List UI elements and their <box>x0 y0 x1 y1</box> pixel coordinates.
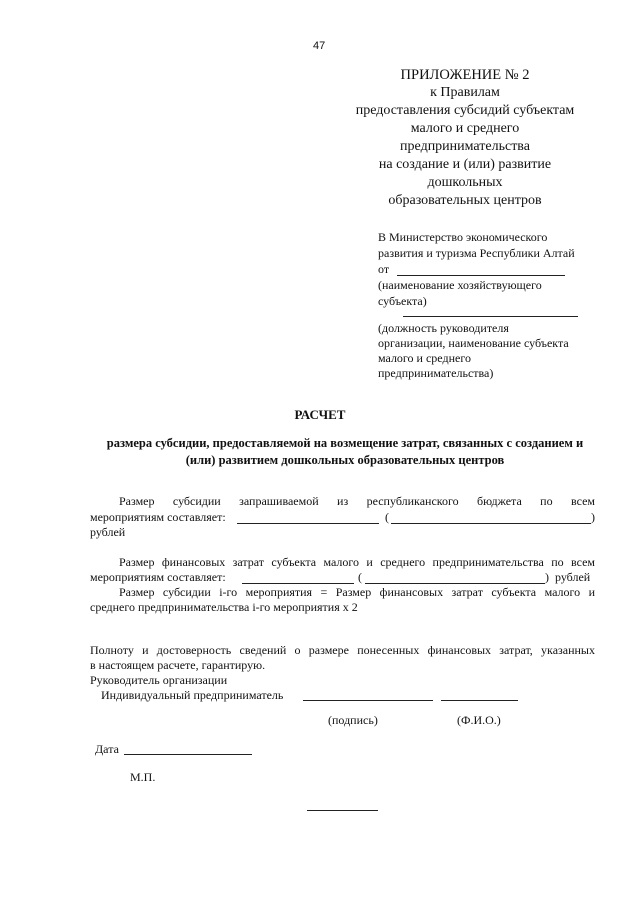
position-hint: малого и среднего <box>378 351 471 365</box>
from-hint: субъекта) <box>378 294 427 308</box>
from-field-line <box>397 275 565 276</box>
paragraph-text: Размер субсидии запрашиваемой из республиканского бюджета по всем <box>119 494 595 508</box>
addressee-from-label: от <box>378 262 390 276</box>
appendix-line: к Правилам <box>430 85 500 100</box>
position-hint: организации, наименование субъекта <box>378 336 569 350</box>
end-divider <box>307 810 378 811</box>
stamp-label: М.П. <box>130 770 156 784</box>
appendix-line: малого и среднего <box>410 121 520 136</box>
appendix-line: на создание и (или) развитие <box>378 157 552 172</box>
date-label: Дата <box>95 742 119 756</box>
signature-head-label: Руководитель организации <box>90 673 228 687</box>
fio-hint: (Ф.И.О.) <box>457 713 501 727</box>
date-field-line <box>124 754 252 755</box>
amount-words-field-line <box>391 523 591 524</box>
position-hint: предпринимательства) <box>378 366 494 380</box>
position-hint: (должность руководителя <box>378 321 509 335</box>
paragraph-text: рублей <box>555 570 591 584</box>
page-number: 47 <box>313 40 326 52</box>
paragraph-text: мероприятиям составляет: <box>90 510 226 524</box>
amount-words-field-line <box>365 583 545 584</box>
paren-open: ( <box>358 570 362 584</box>
signature-field-line <box>303 700 433 701</box>
paragraph-text: рублей <box>90 525 126 539</box>
from-hint: (наименование хозяйствующего <box>378 278 542 292</box>
paragraph-text: Размер финансовых затрат субъекта малого и среднего предпринимательства по всем <box>119 555 595 569</box>
paragraph-text: среднего предпринимательства i-го мероприятия х 2 <box>90 600 358 614</box>
paragraph-text: мероприятиям составляет: <box>90 570 226 584</box>
document-subtitle: (или) развитием дошкольных образовательных центров <box>185 453 505 467</box>
appendix-line: предпринимательства <box>400 139 530 154</box>
paren-close: ) <box>591 510 595 524</box>
appendix-line: предоставления субсидий субъектам <box>355 103 575 118</box>
amount-field-line <box>237 523 379 524</box>
paren-close: ) <box>545 570 549 584</box>
appendix-line: образовательных центров <box>388 193 542 208</box>
signature-ip-label: Индивидуальный предприниматель <box>101 688 284 702</box>
appendix-line: дошкольных <box>427 175 503 190</box>
paragraph-text: в настоящем расчете, гарантирую. <box>90 658 266 672</box>
paragraph-text: Размер субсидии i-го мероприятия = Размер финансовых затрат субъекта малого и <box>119 585 595 599</box>
addressee-line: В Министерство экономического <box>378 230 548 244</box>
signature-hint: (подпись) <box>328 713 378 727</box>
fio-field-line <box>441 700 518 701</box>
document-subtitle: размера субсидии, предоставляемой на возмещение затрат, связанных с созданием и <box>106 436 584 450</box>
appendix-title: ПРИЛОЖЕНИЕ № 2 <box>400 67 530 83</box>
document-title: РАСЧЕТ <box>294 407 346 422</box>
paragraph-text: Полноту и достоверность сведений о размере понесенных финансовых затрат, указанных <box>90 643 595 657</box>
paren-open: ( <box>385 510 389 524</box>
addressee-line: развития и туризма Республики Алтай <box>378 246 575 260</box>
amount-field-line <box>242 583 354 584</box>
position-field-line <box>403 316 578 317</box>
